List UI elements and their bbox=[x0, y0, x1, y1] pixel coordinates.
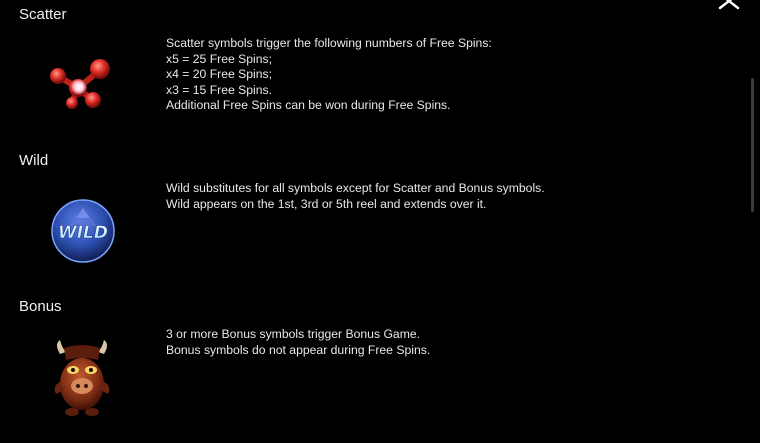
description-line: 3 or more Bonus symbols trigger Bonus Game. bbox=[166, 327, 421, 341]
description-line: x3 = 15 Free Spins. bbox=[166, 82, 273, 97]
description-line: Wild appears on the 1st, 3rd or 5th reel and extends over it. bbox=[166, 196, 487, 211]
description-line: Wild substitutes for all symbols except for Scatter and Bonus symbols. bbox=[166, 181, 545, 195]
description-line: x5 = 25 Free Spins; bbox=[166, 51, 273, 66]
section-title-bonus: Bonus bbox=[19, 298, 62, 315]
bonus-description bbox=[166, 327, 430, 358]
description-line: Bonus symbols do not appear during Free Spins. bbox=[166, 342, 431, 357]
section-title-scatter: Scatter bbox=[19, 6, 67, 23]
wild-badge-text: WILD bbox=[57, 223, 109, 243]
bonus-creature-icon bbox=[46, 338, 118, 423]
wild-description bbox=[166, 181, 545, 212]
description-line: x4 = 20 Free Spins; bbox=[166, 67, 273, 81]
description-line: Scatter symbols trigger the following numbers of Free Spins: bbox=[166, 36, 492, 50]
scatter-description bbox=[166, 36, 492, 114]
description-line: Additional Free Spins can be won during Free Spins. bbox=[166, 98, 451, 112]
close-icon bbox=[716, 0, 746, 16]
wild-badge-icon bbox=[50, 198, 116, 269]
close-button[interactable] bbox=[716, 0, 746, 16]
section-title-wild: Wild bbox=[19, 152, 49, 169]
scatter-molecule-icon bbox=[46, 52, 118, 119]
scrollbar[interactable] bbox=[751, 78, 754, 212]
